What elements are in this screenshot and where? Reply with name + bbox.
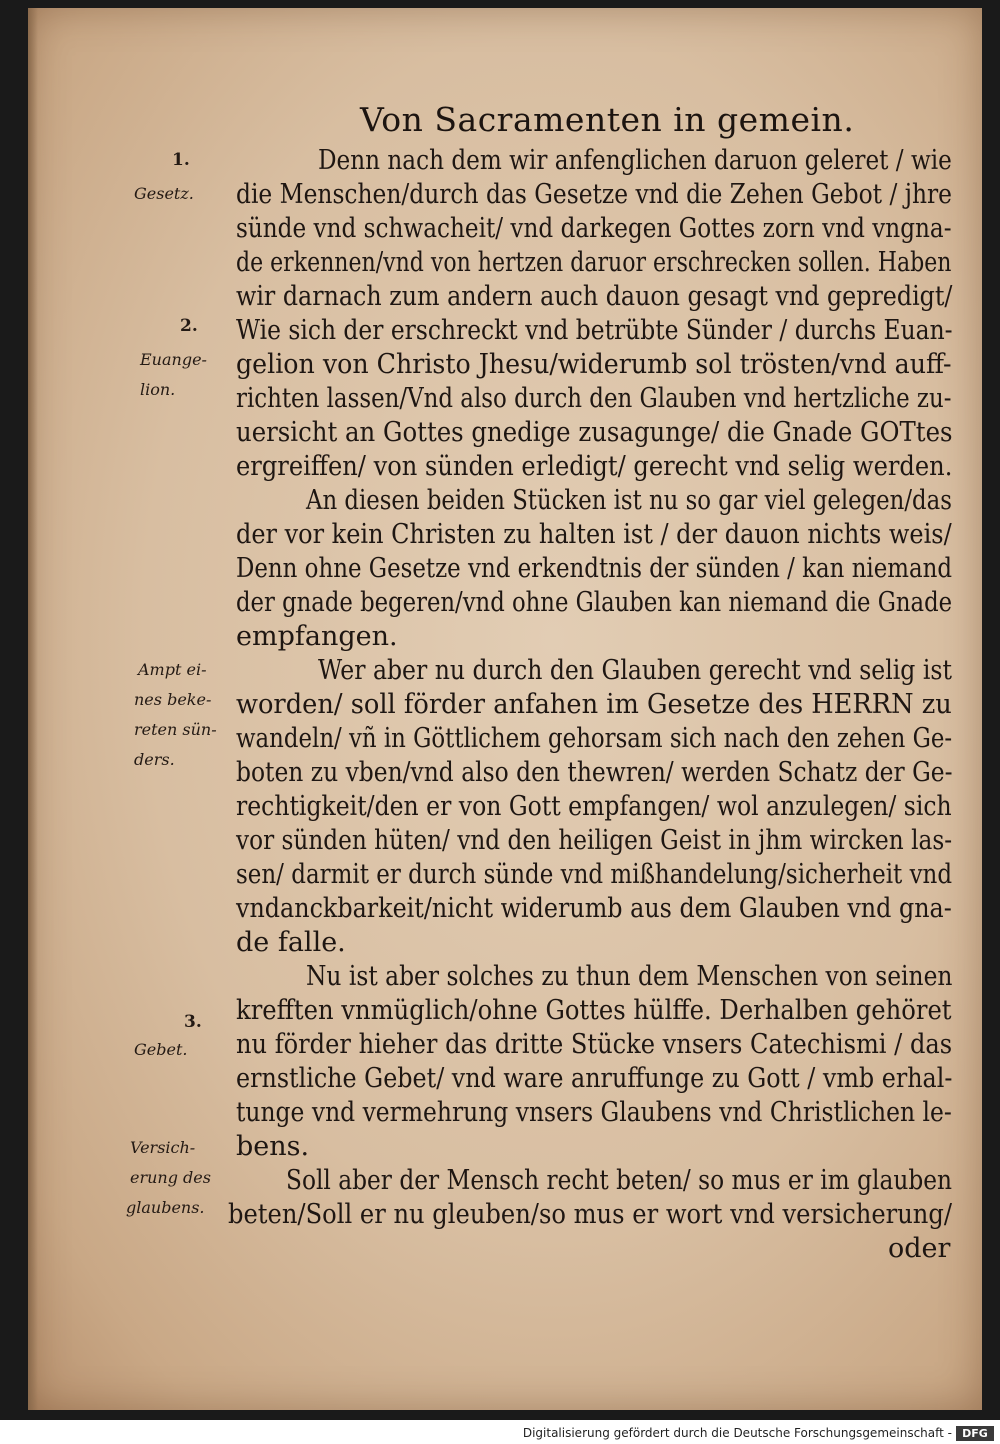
text-line: Wie sich der erschreckt vnd betrübte Sünder / durchs Euan-	[236, 315, 953, 346]
text-line: Denn nach dem wir anfenglichen daruon geleret / wie	[318, 145, 952, 176]
text-line: sen/ darmit er durch sünde vnd mißhandelung/sicherheit vnd	[236, 859, 953, 890]
text-line: boten zu vben/vnd also den thewren/ werden Schatz der Ge-	[236, 757, 953, 788]
margin-note-ampt-2: nes beke-	[134, 690, 212, 709]
text-line: de erkennen/vnd von hertzen daruor erschrecken sollen. Haben	[236, 247, 952, 278]
dfg-logo-icon: DFG	[956, 1426, 994, 1441]
footer-bar	[0, 1424, 1000, 1444]
text-line: der vor kein Christen zu halten ist / der dauon nichts weis/	[236, 519, 952, 550]
footer-credit: Digitalisierung gefördert durch die Deutsche Forschungsgemeinschaft -	[522, 1426, 952, 1440]
margin-note-euangelion-2: lion.	[140, 380, 176, 399]
margin-note-ampt-3: reten sün-	[134, 720, 217, 739]
margin-note-versicherung-3: glaubens.	[126, 1198, 205, 1217]
text-line: rechtigkeit/den er von Gott empfangen/ wol anzulegen/ sich	[236, 791, 952, 822]
text-line: Wer aber nu durch den Glauben gerecht vnd selig ist	[318, 655, 952, 686]
text-line: worden/ soll förder anfahen im Gesetze des HERRN zu	[236, 689, 952, 720]
page-gutter-shadow	[28, 8, 38, 1410]
margin-note-ampt-1: Ampt ei-	[138, 660, 207, 679]
text-line: Denn ohne Gesetze vnd erkendtnis der sünden / kan niemand	[236, 553, 953, 584]
text-line: An diesen beiden Stücken ist nu so gar viel gelegen/das	[306, 485, 952, 516]
text-line: beten/Soll er nu gleuben/so mus er wort vnd versicherung/	[228, 1199, 953, 1230]
margin-note-versicherung-2: erung des	[130, 1168, 211, 1187]
text-line: der gnade begeren/vnd ohne Glauben kan niemand die Gnade	[236, 587, 953, 618]
text-line: Soll aber der Mensch recht beten/ so mus er im glauben	[286, 1165, 953, 1196]
text-line: krefften vnmüglich/ohne Gottes hülffe. Derhalben gehöret	[236, 995, 952, 1026]
text-line: empfangen.	[236, 621, 398, 652]
text-line: Nu ist aber solches zu thun dem Menschen von seinen	[306, 961, 953, 992]
margin-note-versicherung-1: Versich-	[130, 1138, 196, 1157]
text-line: vor sünden hüten/ vnd den heiligen Geist in jhm wircken las-	[236, 825, 953, 856]
margin-note-gebet: Gebet.	[134, 1040, 188, 1059]
text-line: bens.	[236, 1131, 310, 1162]
text-line: sünde vnd schwacheit/ vnd darkegen Gottes zorn vnd vngna-	[236, 213, 952, 244]
text-line: uersicht an Gottes gnedige zusagunge/ die Gnade GOTtes	[236, 417, 953, 448]
text-line: richten lassen/Vnd also durch den Glauben vnd hertzliche zu-	[236, 383, 952, 414]
margin-note-gesetz: Gesetz.	[134, 184, 194, 203]
text-line: wandeln/ vñ in Göttlichem gehorsam sich nach den zehen Ge-	[236, 723, 953, 754]
margin-note-number-3: 3.	[184, 1012, 202, 1032]
margin-note-number-2: 2.	[180, 316, 198, 336]
text-line: tunge vnd vermehrung vnsers Glaubens vnd Christlichen le-	[236, 1097, 952, 1128]
catchword: oder	[888, 1233, 951, 1264]
text-line: nu förder hieher das dritte Stücke vnsers Catechismi / das	[236, 1029, 953, 1060]
text-line: ernstliche Gebet/ vnd ware anruffunge zu Gott / vmb erhal-	[236, 1063, 953, 1094]
page-heading: Von Sacramenten in gemein.	[360, 100, 855, 139]
margin-note-euangelion-1: Euange-	[140, 350, 207, 369]
text-line: die Menschen/durch das Gesetze vnd die Zehen Gebot / jhre	[236, 179, 953, 210]
margin-note-number-1: 1.	[172, 150, 190, 170]
margin-note-ampt-4: ders.	[134, 750, 175, 769]
text-line: wir darnach zum andern auch dauon gesagt vnd gepredigt/	[236, 281, 953, 312]
text-line: gelion von Christo Jhesu/widerumb sol trösten/vnd auff-	[236, 349, 952, 380]
text-line: de falle.	[236, 927, 346, 958]
text-line: ergreiffen/ von sünden erledigt/ gerecht vnd selig werden.	[236, 451, 953, 482]
text-line: vndanckbarkeit/nicht widerumb aus dem Glauben vnd gna-	[236, 893, 952, 924]
